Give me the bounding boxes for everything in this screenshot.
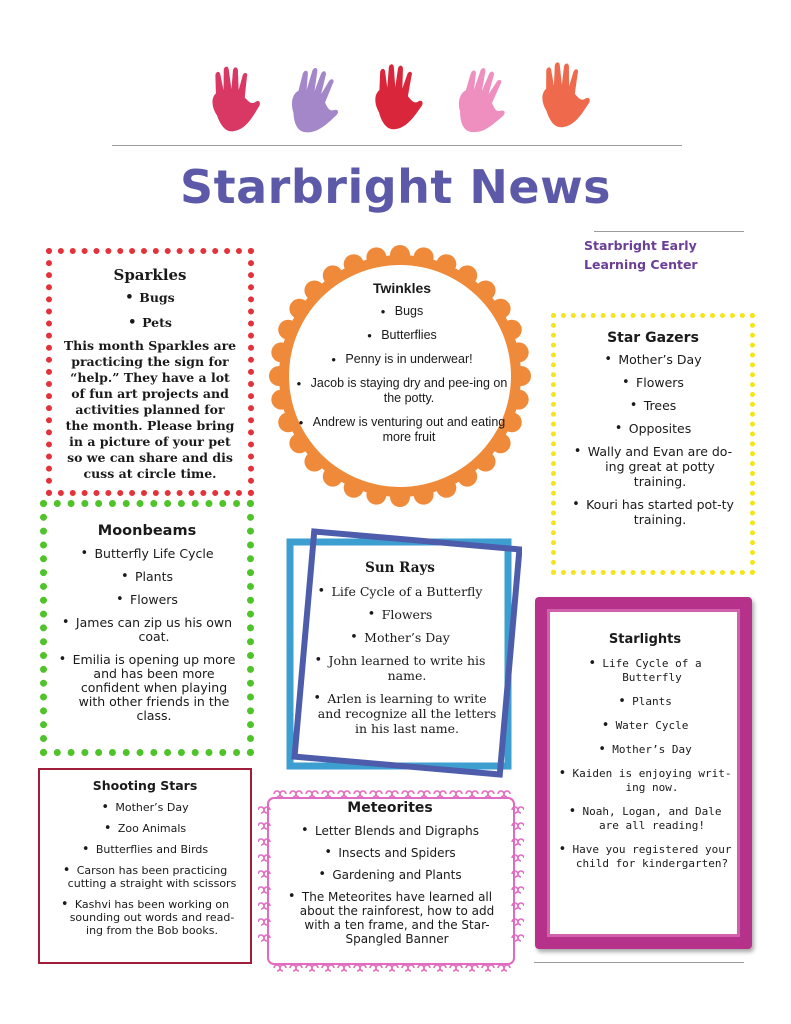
list-item: • Kashvi has been working on sounding out words and read-ing from the Bob books. (48, 898, 242, 937)
handprint-icon-4 (454, 65, 512, 137)
list-item: • Flowers (300, 607, 500, 622)
list-item: • Kouri has started pot-ty training. (566, 497, 740, 527)
list-item: • Arlen is learning to write and recognize all the letters in his last name. (300, 691, 500, 736)
list-item: • Wally and Evan are do-ing great at potty training. (566, 444, 740, 489)
meteorites-section (276, 800, 504, 954)
list-item: • Water Cycle (558, 719, 732, 733)
list-item: • Plants (55, 570, 239, 584)
center-name-line2: Learning Center (584, 257, 698, 272)
list-item: • Carson has been practicing cutting a straight with scissors (48, 864, 242, 890)
list-item: • Letter Blends and Digraphs (276, 824, 504, 838)
twinkles-heading: Twinkles (372, 280, 432, 296)
starlights-section (558, 632, 732, 881)
handprint-icon-2 (288, 65, 344, 136)
list-item: • Mother’s Day (558, 743, 732, 757)
list-item: • Flowers (55, 593, 239, 607)
moonbeams-heading: Moonbeams (97, 523, 197, 539)
list-item: • Trees (566, 398, 740, 413)
list-item: • Have you registered your child for kindergarten? (558, 843, 732, 871)
starlights-heading: Starlights (608, 632, 682, 647)
list-item: • The Meteorites have learned all about the rainforest, how to add with a ten frame, and the Star-Spangled Banner (276, 890, 504, 946)
shooting-stars-section (38, 768, 252, 964)
handprint-icon-3 (373, 62, 424, 130)
moonbeams-section (40, 500, 254, 756)
list-item: • Butterfly Life Cycle (55, 547, 239, 561)
list-item: • Gardening and Plants (276, 868, 504, 882)
list-item: • Flowers (566, 375, 740, 390)
center-name (584, 236, 754, 274)
list-item: • Bugs (62, 290, 238, 305)
list-item: • Insects and Spiders (276, 846, 504, 860)
sparkles-heading: Sparkles (113, 266, 187, 284)
list-item: • Penny is in underwear! (288, 352, 516, 367)
list-item: • Andrew is venturing out and eating more fruit (288, 415, 516, 445)
stargazers-section (551, 313, 755, 575)
list-item: • Zoo Animals (48, 822, 242, 835)
newsletter-title: Starbright News (180, 160, 611, 214)
shooting-stars-heading: Shooting Stars (92, 778, 198, 793)
list-item: • Opposites (566, 421, 740, 436)
list-item: • Mother’s Day (300, 630, 500, 645)
list-item: • Jacob is staying dry and pee-ing on the potty. (288, 376, 516, 406)
list-item: • Life Cycle of a Butterfly (300, 584, 500, 599)
stargazers-heading: Star Gazers (607, 330, 699, 346)
handprint-icon-5 (539, 59, 593, 129)
list-item: • Pets (62, 315, 238, 330)
sunrays-heading: Sun Rays (365, 560, 435, 576)
footer-rule (534, 962, 744, 963)
list-item: • Butterflies (288, 328, 516, 343)
header-rule-right (594, 231, 744, 232)
meteorites-heading: Meteorites (347, 800, 433, 816)
list-item: • Plants (558, 695, 732, 709)
handprint-icon-1 (208, 63, 264, 134)
list-item: • James can zip us his own coat. (55, 616, 239, 644)
list-item: • Life Cycle of a Butterfly (558, 657, 732, 685)
list-item: • Mother’s Day (48, 801, 242, 814)
center-name-line1: Starbright Early (584, 238, 697, 253)
twinkles-section (288, 280, 516, 454)
list-item: • John learned to write his name. (300, 653, 500, 683)
list-item: • Emilia is opening up more and has been more confident when playing with other friends in the class. (55, 653, 239, 723)
sparkles-section (46, 248, 254, 496)
list-item: • Mother’s Day (566, 352, 740, 367)
sparkles-paragraph: This month Sparkles are practicing the sign for “help.” They have a lot of fun art projects and activities planned for the month. Please bring in a picture of your pet so we can share and dis cuss at circle time. (63, 338, 237, 481)
list-item: • Bugs (288, 304, 516, 319)
list-item: • Butterflies and Birds (48, 843, 242, 856)
handprints-banner (200, 55, 600, 140)
header-rule-top (112, 145, 682, 146)
list-item: • Kaiden is enjoying writ-ing now. (558, 767, 732, 795)
list-item: • Noah, Logan, and Dale are all reading! (558, 805, 732, 833)
sunrays-section (300, 560, 500, 744)
